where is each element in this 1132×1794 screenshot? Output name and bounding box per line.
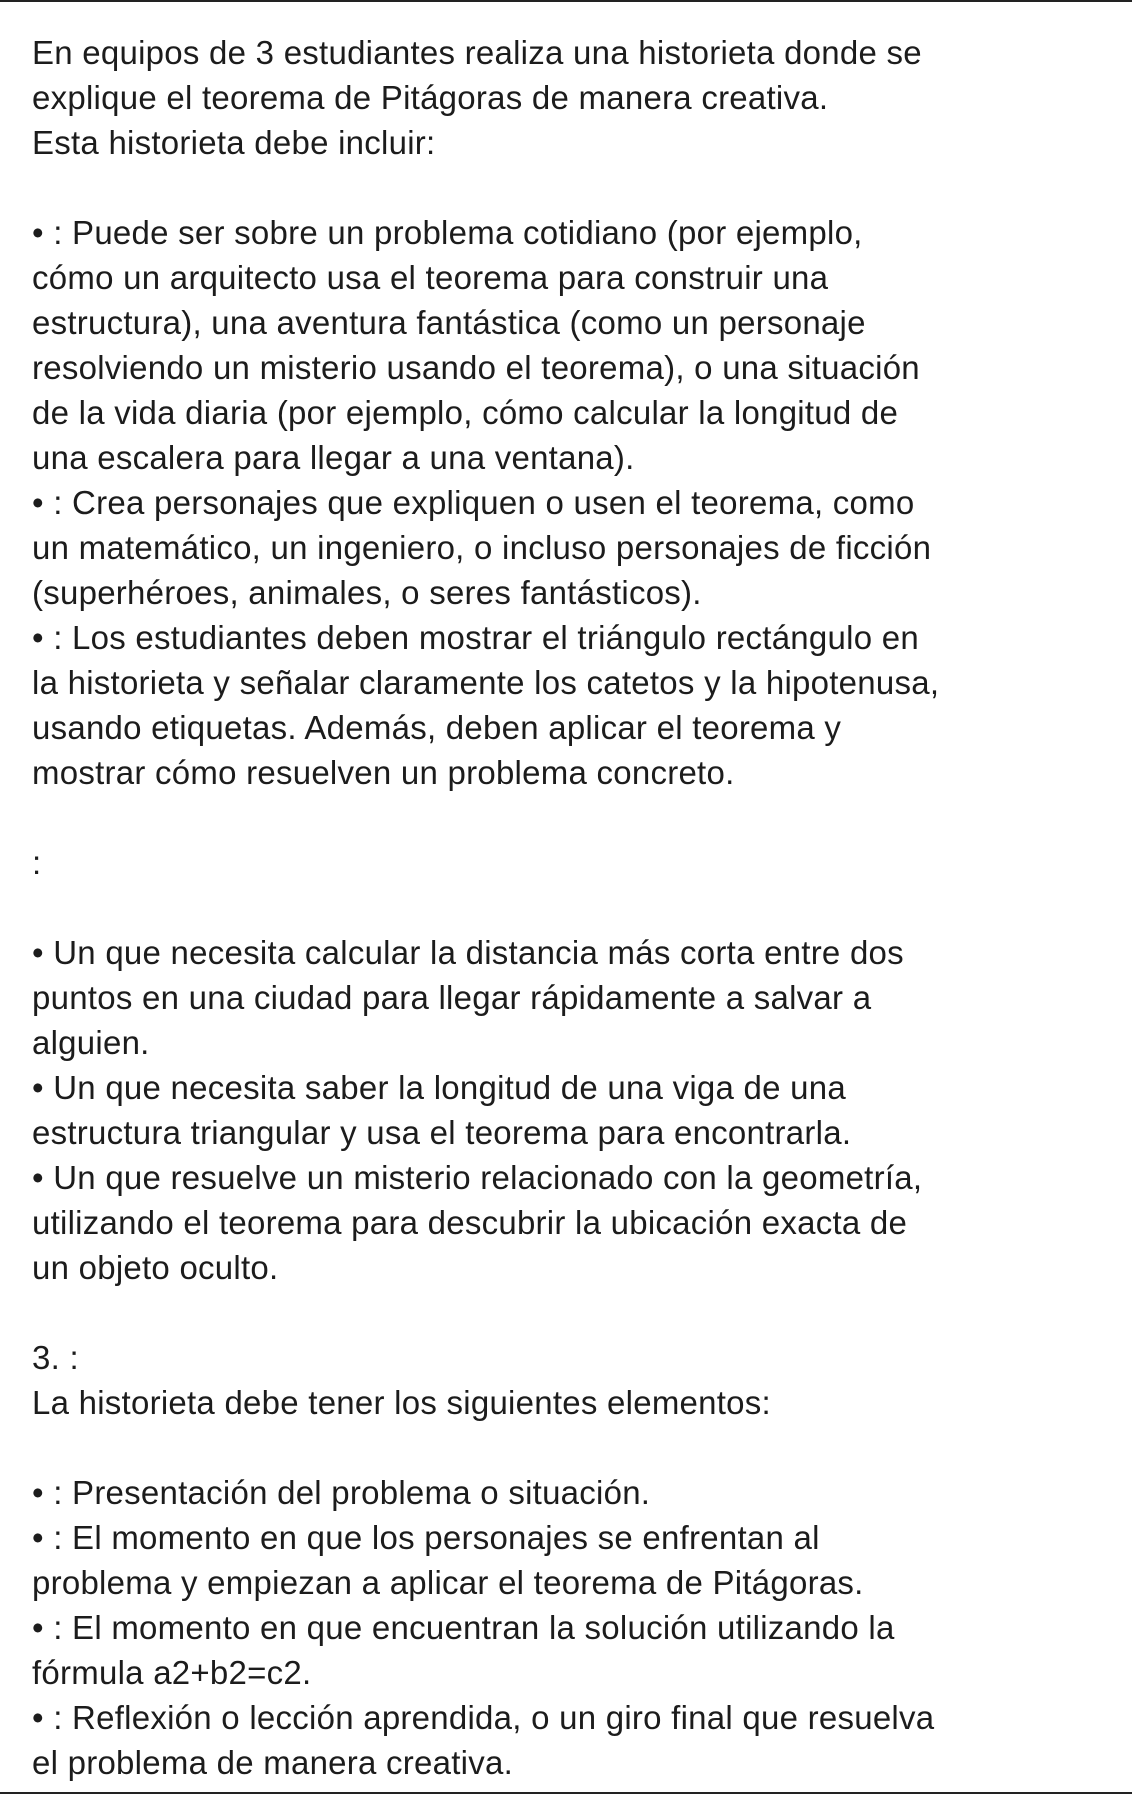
- text-line: resolviendo un misterio usando el teorema), o una situación: [32, 349, 920, 386]
- text-line: alguien.: [32, 1024, 150, 1061]
- text-line: una escalera para llegar a una ventana).: [32, 439, 635, 476]
- text-line: un matemático, un ingeniero, o incluso personajes de ficción: [32, 529, 932, 566]
- bullet-line: • : Crea personajes que expliquen o usen el teorema, como: [32, 484, 915, 521]
- document-text: [32, 30, 1122, 1785]
- bullet-line: • Un que necesita calcular la distancia más corta entre dos: [32, 934, 904, 971]
- bullet-line: • Un que necesita saber la longitud de una viga de una: [32, 1069, 846, 1106]
- section-heading: :: [32, 844, 42, 881]
- text-line: explique el teorema de Pitágoras de manera creativa.: [32, 79, 829, 116]
- text-line: En equipos de 3 estudiantes realiza una historieta donde se: [32, 34, 922, 71]
- text-line: fórmula a2+b2=c2.: [32, 1654, 312, 1691]
- text-line: estructura), una aventura fantástica (como un personaje: [32, 304, 866, 341]
- bullet-line: • : Presentación del problema o situación.: [32, 1474, 651, 1511]
- text-line: usando etiquetas. Además, deben aplicar el teorema y: [32, 709, 842, 746]
- text-line: mostrar cómo resuelven un problema concreto.: [32, 754, 735, 791]
- blank-line: [32, 885, 1122, 930]
- bullet-line: • : Puede ser sobre un problema cotidiano (por ejemplo,: [32, 214, 863, 251]
- section-heading: 3. :: [32, 1339, 79, 1376]
- bullet-line: • : Los estudiantes deben mostrar el triángulo rectángulo en: [32, 619, 919, 656]
- text-line: Esta historieta debe incluir:: [32, 124, 436, 161]
- text-line: (superhéroes, animales, o seres fantásticos).: [32, 574, 702, 611]
- text-line: estructura triangular y usa el teorema para encontrarla.: [32, 1114, 852, 1151]
- text-line: un objeto oculto.: [32, 1249, 279, 1286]
- blank-line: [32, 165, 1122, 210]
- blank-line: [32, 1290, 1122, 1335]
- bullet-line: • : El momento en que encuentran la solución utilizando la: [32, 1609, 895, 1646]
- text-line: de la vida diaria (por ejemplo, cómo calcular la longitud de: [32, 394, 899, 431]
- blank-line: [32, 1425, 1122, 1470]
- bullet-line: • Un que resuelve un misterio relacionado con la geometría,: [32, 1159, 923, 1196]
- bullet-line: • : El momento en que los personajes se enfrentan al: [32, 1519, 820, 1556]
- text-line: utilizando el teorema para descubrir la ubicación exacta de: [32, 1204, 908, 1241]
- text-line: problema y empiezan a aplicar el teorema de Pitágoras.: [32, 1564, 864, 1601]
- text-line: cómo un arquitecto usa el teorema para construir una: [32, 259, 829, 296]
- blank-line: [32, 795, 1122, 840]
- text-line: la historieta y señalar claramente los catetos y la hipotenusa,: [32, 664, 940, 701]
- text-line: puntos en una ciudad para llegar rápidamente a salvar a: [32, 979, 872, 1016]
- bullet-line: • : Reflexión o lección aprendida, o un giro final que resuelva: [32, 1699, 935, 1736]
- text-line: La historieta debe tener los siguientes elementos:: [32, 1384, 771, 1421]
- text-line: el problema de manera creativa.: [32, 1744, 513, 1781]
